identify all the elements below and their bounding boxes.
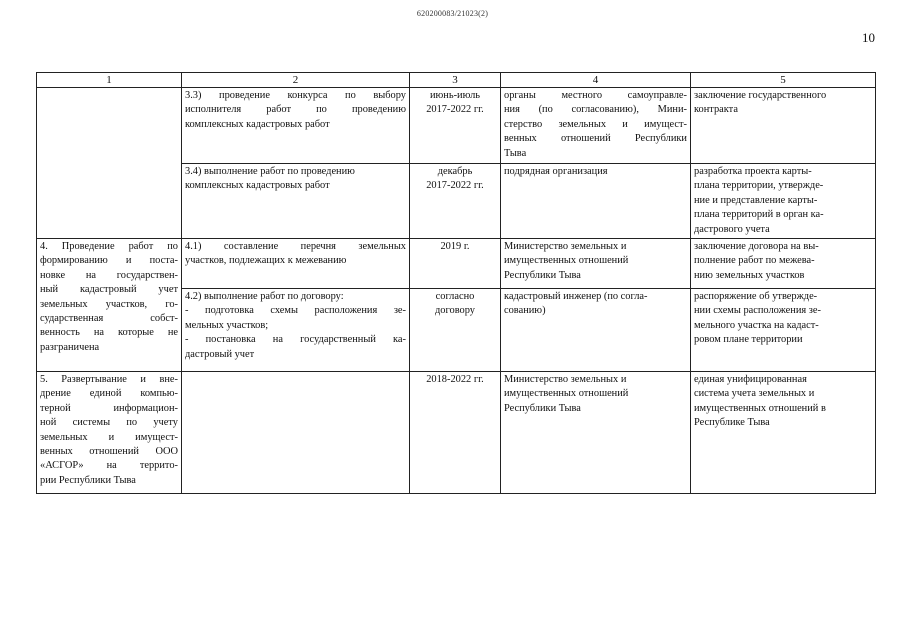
responsible-line: имущественных отношений <box>504 255 629 267</box>
subtask-line: комплексных кадастровых работ <box>185 118 330 130</box>
task-line: земельных участков, го- <box>40 298 178 310</box>
table-row <box>37 372 876 494</box>
term-cell <box>410 372 501 494</box>
column-header-1: 1 <box>37 73 182 88</box>
responsible-cell <box>501 239 691 289</box>
subtask-cell <box>182 88 410 164</box>
result-line: дастрового учета <box>694 223 770 235</box>
result-line: мельного участка на кадаст- <box>694 319 819 331</box>
subtask-cell-empty <box>182 372 410 494</box>
task-line: разграничена <box>40 341 100 353</box>
task-line: венных отношений ООО <box>40 446 178 458</box>
task-line: рии Республики Тыва <box>40 474 136 486</box>
result-line: единая унифицированная <box>694 374 807 386</box>
task-line: 4. Проведение работ по <box>40 241 178 253</box>
subtask-line: комплексных кадастровых работ <box>185 180 330 192</box>
document-number: 620200083/21023(2) <box>416 9 489 18</box>
subtask-line: исполнителя работ по проведению <box>185 104 406 116</box>
task-line: терной информацион- <box>40 402 178 414</box>
responsible-cell <box>501 289 691 372</box>
result-line: нию земельных участков <box>694 269 805 281</box>
subtask-line: участков, подлежащих к межеванию <box>185 255 347 267</box>
responsible-line: Министерство земельных и <box>504 241 627 253</box>
result-cell <box>691 289 876 372</box>
task-line: сударственная собст- <box>40 313 178 325</box>
column-header-3: 3 <box>410 73 501 88</box>
task-line: ный кадастровый учет <box>40 284 178 296</box>
task-line: земельных и имущест- <box>40 431 178 443</box>
term-line: 2019 г. <box>440 241 470 253</box>
subtask-cell <box>182 164 410 239</box>
responsible-line: сованию) <box>504 305 546 317</box>
term-line: декабрь <box>437 166 473 177</box>
result-line: распоряжение об утвержде- <box>694 291 818 303</box>
result-cell <box>691 164 876 239</box>
task-cell <box>37 239 182 372</box>
task-line: венность на которые не <box>40 327 178 339</box>
subtask-line: дастровый учет <box>185 348 255 360</box>
responsible-cell <box>501 372 691 494</box>
subtask-line: 4.2) выполнение работ по договору: <box>185 291 344 303</box>
result-line: разработка проекта карты- <box>694 166 812 177</box>
task-line: ной системы по учету <box>40 417 178 429</box>
responsible-line: Тыва <box>504 147 527 159</box>
task-line: 5. Развертывание и вне- <box>40 374 178 386</box>
term-line: 2017-2022 гг. <box>426 180 484 192</box>
page-number: 10 <box>862 30 875 45</box>
table-row <box>37 88 876 164</box>
task-line: «АСГОР» на террито- <box>40 460 178 472</box>
task-cell <box>37 372 182 494</box>
responsible-line: ния (по согласованию), Мини- <box>504 104 687 116</box>
term-line: согласно <box>435 291 475 303</box>
term-cell <box>410 289 501 372</box>
task-line: дрение единой компью- <box>40 388 178 400</box>
term-line: 2017-2022 гг. <box>426 104 484 116</box>
responsible-line: подрядная организация <box>504 166 608 177</box>
responsible-line: имущественных отношений <box>504 388 629 400</box>
result-cell <box>691 239 876 289</box>
result-line: нии схемы расположения зе- <box>694 305 821 317</box>
subtask-cell <box>182 289 410 372</box>
term-line: 2018-2022 гг. <box>426 374 484 386</box>
result-line: плана территорий в орган ка- <box>694 209 824 221</box>
responsible-line: Министерство земельных и <box>504 374 627 386</box>
task-cell-empty <box>37 88 182 239</box>
result-cell <box>691 88 876 164</box>
task-line: новке на государствен- <box>40 269 178 281</box>
result-line: полнение работ по межева- <box>694 255 815 267</box>
term-line: договору <box>435 305 475 317</box>
header-row <box>37 73 876 88</box>
responsible-line: кадастровый инженер (по согла- <box>504 291 648 303</box>
responsible-cell <box>501 164 691 239</box>
subtask-line: - подготовка схемы расположения зе- <box>185 305 406 317</box>
result-line: имущественных отношений в <box>694 402 826 414</box>
responsible-cell <box>501 88 691 164</box>
column-header-2: 2 <box>182 73 410 88</box>
responsible-line: стерство земельных и имущест- <box>504 118 687 130</box>
subtask-cell <box>182 239 410 289</box>
column-header-4: 4 <box>501 73 691 88</box>
column-header-5: 5 <box>691 73 876 88</box>
responsible-line: органы местного самоуправле- <box>504 90 687 101</box>
result-line: ровом плане территории <box>694 334 803 346</box>
result-line: плана территории, утвержде- <box>694 180 824 192</box>
result-line: заключение договора на вы- <box>694 241 819 253</box>
result-line: заключение государственного <box>694 90 827 101</box>
responsible-line: Республики Тыва <box>504 269 581 281</box>
subtask-line: мельных участков; <box>185 319 269 331</box>
result-line: контракта <box>694 104 738 116</box>
subtask-line: 3.4) выполнение работ по проведению <box>185 166 355 177</box>
responsible-line: Республики Тыва <box>504 402 581 414</box>
result-line: ние и представление карты- <box>694 194 818 206</box>
subtask-line: - постановка на государственный ка- <box>185 334 406 346</box>
subtask-line: 3.3) проведение конкурса по выбору <box>185 90 406 101</box>
result-line: система учета земельных и <box>694 388 815 400</box>
subtask-line: 4.1) составление перечня земельных <box>185 241 406 253</box>
responsible-line: венных отношений Республики <box>504 133 687 145</box>
result-cell <box>691 372 876 494</box>
table-row <box>37 239 876 289</box>
task-line: формированию и поста- <box>40 255 178 267</box>
plan-table <box>36 72 876 494</box>
term-cell <box>410 239 501 289</box>
term-cell <box>410 164 501 239</box>
term-line: июнь-июль <box>429 90 481 101</box>
term-cell <box>410 88 501 164</box>
result-line: Республике Тыва <box>694 417 770 429</box>
